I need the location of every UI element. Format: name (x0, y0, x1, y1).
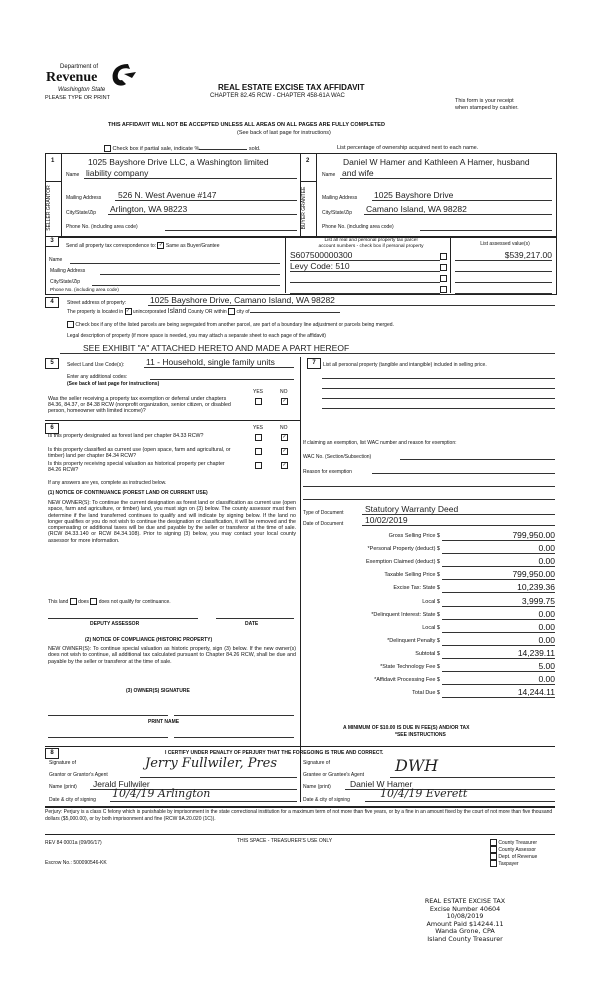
buyer-name-line1[interactable]: Daniel W Hamer and Kathleen A Hamer, husband (343, 157, 530, 167)
stamp-line: REAL ESTATE EXCISE TAX (424, 897, 506, 905)
personal-property-label: List all personal property (tangible and intangible) included in selling price. (323, 362, 487, 368)
copy-recipient: County Treasurer (490, 839, 537, 846)
corr-city[interactable] (92, 285, 280, 286)
grantee-date-city[interactable]: 10/4/19 Everett (380, 787, 468, 800)
amount-label: Total Due $ (412, 690, 440, 697)
value-header: List assessed value(s) (480, 241, 530, 247)
value-line (455, 271, 552, 272)
question-yes-checkbox[interactable] (255, 462, 262, 469)
seller-name-line2[interactable]: liability company (86, 168, 149, 178)
amount-label: *Delinquent Interest: State $ (371, 611, 440, 618)
warning: THIS AFFIDAVIT WILL NOT BE ACCEPTED UNLESS ALL AREAS ON ALL PAGES ARE FULLY COMPLETED (108, 122, 385, 128)
amount-value[interactable]: 14,244.11 (442, 687, 555, 698)
send-correspondence: Send all property tax correspondence to: ✓ Same as Buyer/Grantee (66, 242, 220, 249)
amount-label: Excise Tax: State $ (393, 585, 440, 592)
copy-recipient: County Assessor (490, 846, 536, 853)
amount-label: Exemption Claimed (deduct) $ (366, 559, 440, 566)
copy-checkbox[interactable] (490, 846, 497, 853)
section-3-number: 3 (45, 236, 59, 247)
form-revision: REV 84 0001a (09/06/17) (45, 840, 102, 846)
personal-property-checkbox[interactable] (440, 286, 447, 293)
section-5-number: 5 (45, 358, 59, 369)
parcel-line (290, 271, 440, 272)
land-use-label: Select Land Use Code(s): (67, 362, 125, 368)
stamp-excise-number: Excise Number 40604 (429, 904, 501, 913)
parcel-number[interactable]: Levy Code: 510 (290, 261, 350, 271)
stamp-treasurer-name: Wanda Grone, CPA (435, 927, 495, 936)
yes-header: YES (253, 389, 264, 395)
amount-value[interactable]: 799,950.00 (442, 530, 555, 541)
corr-name[interactable] (70, 263, 280, 264)
notice2-text: NEW OWNER(S): To continue special valuation as historic property, sign (3) below. If the new owner(s) does not wish to continue, all additional tax calculated pursuant to Chapter 84.26 RCW, shall be due and payable by the seller or transferor at the time of sale. (48, 646, 296, 665)
section-7-number: 7 (307, 358, 321, 369)
legal-label: Legal description of property (if more space is needed, you may attach a separate sheet to each page of the affidavit) (67, 333, 326, 339)
unincorporated-checkbox[interactable]: ✓ (125, 308, 131, 315)
stamp-amount-paid: Amount Paid $14244.11 (426, 919, 504, 928)
copy-recipient: Dept. of Revenue (490, 853, 537, 860)
question-no-checkbox[interactable]: ✓ (282, 462, 287, 468)
section6-question: Is this property designated as forest land per chapter 84.33 RCW? (48, 433, 204, 439)
stamp-treasurer-title: Island County Treasurer (427, 934, 503, 943)
same-as-buyer-checkbox[interactable]: ✓ (158, 242, 164, 248)
reason-label: Reason for exemption (303, 469, 352, 475)
amount-value[interactable]: 0.00 (442, 635, 555, 646)
yes-header-6: YES (253, 425, 264, 431)
seller-phone-label: Phone No. (including area code) (66, 224, 138, 230)
corr-name-label: Name (49, 257, 63, 263)
seller-city-label: City/State/Zip (66, 210, 97, 216)
buyer-city[interactable]: Camano Island, WA 98282 (366, 204, 467, 214)
amount-value[interactable]: 5.00 (442, 661, 555, 672)
doc-date[interactable]: 10/02/2019 (365, 515, 408, 525)
notice2-title: (2) NOTICE OF COMPLIANCE (HISTORIC PROPERTY) (85, 637, 213, 643)
seller-phone[interactable] (165, 230, 297, 231)
street-label: Street address of property: (67, 300, 127, 306)
notice1-title: (1) NOTICE OF CONTINUANCE (FOREST LAND OR CURRENT USE) (48, 490, 208, 496)
amount-label: Local $ (422, 624, 440, 631)
copy-checkbox[interactable] (490, 853, 497, 860)
doc-type[interactable]: Statutory Warranty Deed (365, 504, 459, 514)
grantee-agent-label: Grantee or Grantee's Agent (303, 772, 364, 778)
buyer-name-line2[interactable]: and wife (342, 168, 374, 178)
amount-value[interactable]: 0.00 (442, 556, 555, 567)
value-line (455, 293, 552, 294)
amount-label: *Personal Property (deduct) $ (367, 546, 440, 553)
buyer-mail-label: Mailing Address (322, 195, 358, 201)
seller-name-label: Name (66, 172, 80, 178)
section6-question: Is this property receiving special valuation as historical property per chapter 84.26 RCW? (48, 461, 225, 473)
corr-mail[interactable] (100, 274, 280, 275)
corr-city-label: City/State/Zip (50, 279, 81, 285)
amount-label: Gross Selling Price $ (388, 533, 440, 539)
treasurer-use: THIS SPACE - TREASURER'S USE ONLY (237, 838, 333, 844)
question-no-checkbox[interactable]: ✓ (282, 448, 287, 454)
parcel-line (290, 282, 440, 283)
stamp-date: 10/08/2019 (446, 912, 484, 921)
perjury-note: Perjury: Perjury is a class C felony which is punishable by imprisonment in the state correctional institution for a maximum term of not more than five years, or by a fine in an amount fixed by the court of not more than five thousand dollars ($5,000.00), or by both imprisonment and fine (RCW 9A.20.020 (1C)). (45, 809, 553, 822)
parcel-header-2: account numbers - check box if personal property (318, 244, 424, 249)
no-header-6: NO (280, 425, 288, 431)
section-6-number: 6 (45, 423, 59, 434)
exemption-yes-checkbox[interactable] (255, 398, 262, 405)
city-checkbox[interactable] (228, 308, 235, 315)
corr-mail-label: Mailing Address (50, 268, 86, 274)
notice1-text: NEW OWNER(S): To continue the current designation as forest land or classification as current use (open space, farm and agriculture, or timber) land, you must sign on (3) below. The county assessor must then determine if the land transferred continues to qualify and will indicate by signing below. If the land no longer qualifies or you do not wish to continue the designation or classification, it will be removed and the compensating or additional taxes will be due and payable by the seller or transferor at the time of sale. (RCW 84.33.140 or RCW 84.34.108). Prior to signing (3) below, you may contact your local county assessor for more information. (48, 500, 296, 544)
amount-label: Taxable Selling Price $ (384, 572, 440, 579)
does-not-qualify-checkbox[interactable] (90, 598, 97, 605)
legal-description[interactable]: SEE EXHIBIT "A" ATTACHED HERETO AND MADE A PART HEREOF (83, 343, 350, 353)
form-title: REAL ESTATE EXCISE TAX AFFIDAVIT (218, 83, 365, 92)
partial-sale-checkbox[interactable] (104, 145, 111, 152)
property-street[interactable]: 1025 Bayshore Drive, Camano Island, WA 98282 (150, 295, 335, 305)
buyer-city-label: City/State/Zip (322, 210, 353, 216)
receipt-note: This form is your receipt (455, 98, 514, 104)
grantor-date-label: Date & city of signing (49, 797, 96, 803)
grantor-agent-label: Grantor or Grantor's Agent (49, 772, 108, 778)
grantor-date-city[interactable]: 10/4/19 Arlington (112, 787, 211, 800)
section-4-number: 4 (45, 297, 59, 308)
personal-property-checkbox[interactable] (440, 275, 447, 282)
amount-label: *Affidavit Processing Fee $ (374, 677, 440, 684)
grantor-name[interactable]: Jerald Fullwiler (93, 779, 150, 789)
county-name: Island (167, 308, 187, 315)
amount-label: Local $ (422, 598, 440, 605)
amount-value[interactable]: 0.00 (442, 674, 555, 685)
grantee-date-label: Date & city of signing (303, 797, 350, 803)
amount-value[interactable]: 14,239.11 (442, 648, 555, 659)
if-yes-note: If any answers are yes, complete as instructed below. (48, 480, 167, 486)
amount-value[interactable]: 799,950.00 (442, 569, 555, 580)
value-line (455, 282, 552, 283)
exemption-label: If claiming an exemption, list WAC number and reason for exemption: (303, 440, 457, 446)
amount-value[interactable]: 0.00 (442, 622, 555, 633)
question-no-checkbox[interactable]: ✓ (282, 434, 287, 440)
amount-label: *Delinquent Penalty $ (387, 637, 440, 644)
seller-mail-label: Mailing Address (66, 195, 102, 201)
corr-phone-label: Phone No. (including area code) (50, 288, 119, 293)
see-back: (See back of last page for instructions) (237, 130, 331, 136)
exemption-no-checkbox[interactable]: ✓ (282, 398, 287, 404)
section6-question: Is this property classified as current use (open space, farm and agricultural, or timber) land per chapter 84.34 RCW? (48, 447, 231, 459)
does-qualify-checkbox[interactable] (70, 598, 77, 605)
property-location: The property is located in ✓ unincorporated Island County OR within city of (67, 308, 340, 315)
seller-label: SELLER GRANTOR (46, 185, 52, 231)
see-instructions: *SEE INSTRUCTIONS (395, 732, 446, 738)
section5-see-back: (See back of last page for instructions) (67, 381, 160, 387)
additional-codes-label: Enter any additional codes: (67, 374, 128, 380)
no-header: NO (280, 389, 288, 395)
question-yes-checkbox[interactable] (255, 448, 262, 455)
wac-label: WAC No. (Section/Subsection) (303, 454, 372, 460)
exemption-reason[interactable] (372, 473, 555, 474)
personal-property-checkbox[interactable] (440, 264, 447, 271)
seller-name-line1[interactable]: 1025 Bayshore Drive LLC, a Washington limited (88, 157, 269, 167)
doc-type-label: Type of Document (303, 510, 344, 516)
treasurer-stamp (395, 898, 535, 944)
buyer-phone-label: Phone No. (including area code) (322, 224, 394, 230)
section-2-number: 2 (306, 158, 310, 164)
escrow-number: Escrow No.: 500090546-KK (45, 860, 107, 866)
amount-value[interactable]: 0.00 (442, 543, 555, 554)
parcel-number[interactable]: S607500000300 (290, 250, 353, 260)
amount-value[interactable]: 3,999.75 (442, 596, 555, 607)
wac-number[interactable] (400, 459, 555, 460)
copy-checkbox[interactable] (490, 839, 497, 846)
assessed-value[interactable]: $539,217.00 (504, 250, 552, 260)
copy-recipient: Taxpayer (490, 860, 519, 867)
amount-value[interactable]: 0.00 (442, 609, 555, 620)
grantor-signature[interactable]: Jerry Fullwiler, Pres (145, 756, 278, 771)
personal-property-checkbox[interactable] (440, 253, 447, 260)
copy-checkbox[interactable] (490, 860, 497, 867)
parcel-line (290, 293, 440, 294)
dor-logo-mark-icon (110, 62, 140, 88)
please-type: PLEASE TYPE OR PRINT (45, 95, 111, 101)
ownership-note: List percentage of ownership acquired next to each name. (337, 145, 479, 151)
seller-city[interactable]: Arlington, WA 98223 (110, 204, 188, 214)
partial-sale: Check box if partial sale, indicate % sold. (104, 145, 261, 152)
amount-value[interactable]: 10,239.36 (442, 582, 555, 593)
grantee-signature[interactable]: DWH (395, 756, 439, 775)
buyer-label: BUYER GRANTEE (301, 186, 307, 230)
segregated-checkbox[interactable] (67, 321, 74, 328)
grantor-sig-label: Signature of (49, 760, 76, 766)
doc-date-label: Date of Document (303, 521, 344, 527)
value-line (455, 260, 552, 261)
buyer-mail[interactable]: 1025 Bayshore Drive (374, 190, 454, 200)
buyer-phone[interactable] (420, 230, 552, 231)
additional-codes[interactable] (150, 379, 294, 380)
segregated: Check box if any of the listed parcels are being segregated from another parcel, are part of a boundary line adjustment or parcels being merged. (67, 321, 394, 328)
grantor-name-label: Name (print) (49, 784, 77, 790)
parcel-header: List all real and personal property tax parcel (324, 238, 418, 243)
amount-label: Subtotal $ (415, 650, 440, 657)
exemption-question: Was the seller receiving a property tax exemption or deferral under chapters 84.36, 84.37, or 84.38 RCW (nonprofit organization, senior citizen, or disabled person, homeowner with limited income)? (48, 396, 231, 414)
receipt-note-2: when stamped by cashier. (455, 105, 519, 111)
grantee-sig-label: Signature of (303, 760, 330, 766)
print-name-label: PRINT NAME (148, 719, 180, 725)
section-8-number: 8 (45, 748, 59, 759)
grantee-name-label: Name (print) (303, 784, 331, 790)
grantee-name[interactable]: Daniel W Hamer (350, 779, 413, 789)
question-yes-checkbox[interactable] (255, 434, 262, 441)
continuance: This land does does not qualify for continuance. (48, 598, 171, 605)
date-label: DATE (245, 621, 259, 627)
certify-statement: I CERTIFY UNDER PENALTY OF PERJURY THAT THE FOREGOING IS TRUE AND CORRECT. (165, 750, 384, 756)
owner-signature-label: (3) OWNER(S) SIGNATURE (126, 688, 190, 694)
seller-mail[interactable]: 526 N. West Avenue #147 (118, 190, 217, 200)
land-use-code[interactable]: 11 - Household, single family units (146, 357, 275, 367)
buyer-name-label: Name (322, 172, 336, 178)
amount-label: *State Technology Fee $ (380, 664, 440, 670)
minimum-due: A MINIMUM OF $10.00 IS DUE IN FEE(S) AND/OR TAX (343, 725, 470, 731)
section-1-number: 1 (51, 158, 55, 164)
deputy-assessor-label: DEPUTY ASSESSOR (90, 621, 140, 627)
form-chapter: CHAPTER 82.45 RCW - CHAPTER 458-61A WAC (210, 93, 345, 99)
